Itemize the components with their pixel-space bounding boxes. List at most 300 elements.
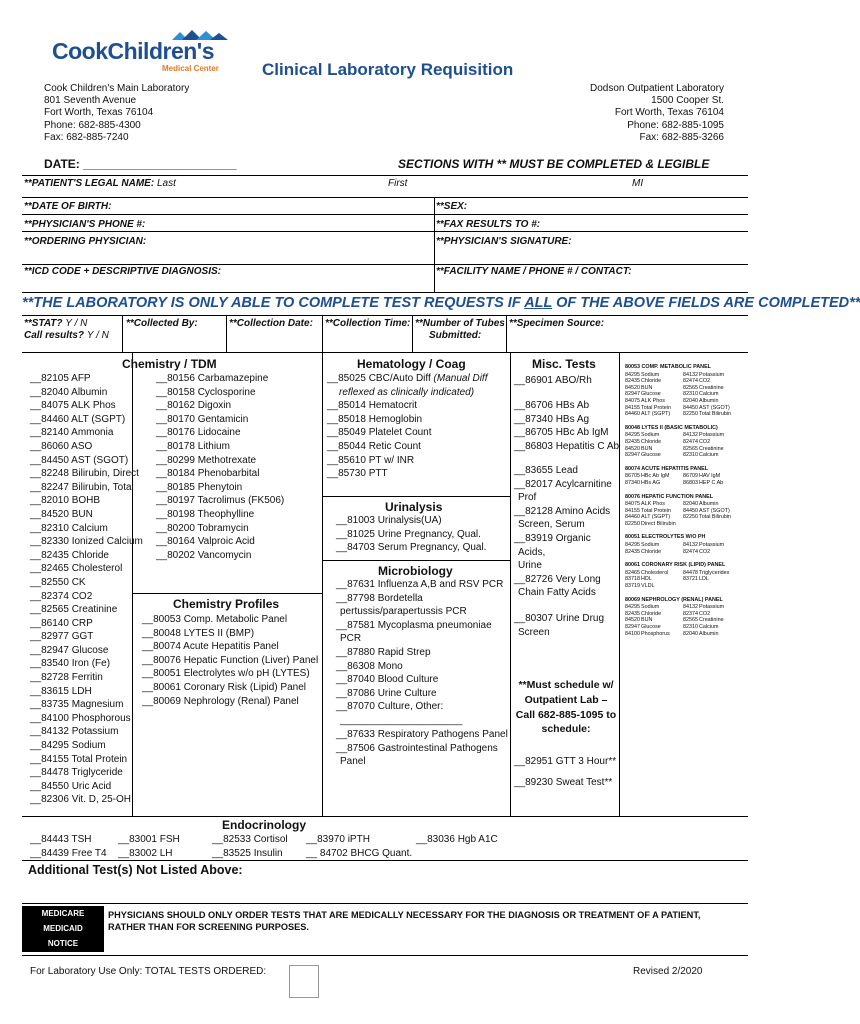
panel-cell: Triglycerides xyxy=(699,569,730,576)
cook-childrens-logo xyxy=(52,30,232,72)
total-tests-box[interactable] xyxy=(289,965,319,998)
panel-cell: 84100 xyxy=(625,630,640,637)
main-lab-line: Fax: 682-885-7240 xyxy=(44,131,129,143)
panel-cell: 84155 xyxy=(625,507,640,514)
divider xyxy=(412,315,413,352)
test-item[interactable]: __86706 HBs Ab xyxy=(514,400,590,411)
panel-cell xyxy=(683,521,699,528)
test-item[interactable]: __83525 Insulin xyxy=(212,848,283,859)
test-item[interactable]: __80197 Tacrolimus (FK506) xyxy=(156,495,285,507)
divider xyxy=(322,496,510,497)
medicare-line: NOTICE xyxy=(47,939,79,948)
first-name-label: First xyxy=(388,178,408,189)
date-field[interactable]: DATE: _______________________ xyxy=(44,157,237,171)
test-item[interactable]: __80069 Nephrology (Renal) Panel xyxy=(142,695,299,707)
panel-cell: 84478 xyxy=(683,569,698,576)
test-item[interactable]: __82565 Creatinine xyxy=(30,604,118,616)
physicians-note: PHYSICIANS SHOULD ONLY ORDER TESTS THAT ARE MEDICALLY NECESSARY FOR THE DIAGNOSIS OR TREATMENT OF A PATIENT, RATHER THAN FOR SCREENING PURPOSES. xyxy=(108,910,701,932)
test-item[interactable]: __87086 Urine Culture xyxy=(336,687,437,699)
collection-date-label[interactable]: **Collection Date: xyxy=(229,318,313,329)
panel-cell: 84460 xyxy=(625,411,640,418)
test-item[interactable]: __80198 Theophylline xyxy=(156,508,255,520)
test-item[interactable]: __85610 PT w/ INR xyxy=(327,454,415,466)
panel-cell: 84132 xyxy=(683,542,698,549)
test-item[interactable]: __83001 FSH xyxy=(118,834,180,845)
dob-label[interactable]: **DATE OF BIRTH: xyxy=(24,201,112,212)
test-item-continued: PCR xyxy=(340,633,362,645)
test-item[interactable]: __80164 Valproic Acid xyxy=(156,536,255,548)
test-item[interactable]: __80299 Methotrexate xyxy=(156,454,257,466)
panel-cell: Creatinine xyxy=(699,445,724,452)
panel-cell: 86705 xyxy=(625,473,640,480)
urinalysis-list xyxy=(336,514,486,555)
chemistry-col1 xyxy=(30,372,143,807)
facility-label[interactable]: **FACILITY NAME / PHONE # / CONTACT: xyxy=(436,266,632,277)
endocrinology-list xyxy=(30,833,730,861)
panel-row xyxy=(625,570,751,577)
hematology-header: Hematology / Coag xyxy=(357,357,466,371)
test-item[interactable]: __80200 Tobramycin xyxy=(156,522,249,534)
test-item[interactable]: __84439 Free T4 xyxy=(30,848,107,859)
test-item[interactable]: __82017 Acylcarnitine xyxy=(514,478,612,490)
panel-cell: 82040 xyxy=(683,501,698,508)
test-item[interactable]: __83540 Iron (Fe) xyxy=(30,658,111,670)
schedule-line: **Must schedule w/ xyxy=(518,679,614,691)
schedule-line: Call 682-885-1095 to xyxy=(515,708,617,721)
panel-cell: BUN xyxy=(641,445,653,452)
test-item[interactable]: __82128 Amino Acids xyxy=(514,505,611,517)
test-item[interactable]: __84155 Total Protein xyxy=(30,753,128,765)
hematology-list xyxy=(327,372,487,481)
panel-block xyxy=(625,364,751,418)
panel-cell: BUN xyxy=(641,617,653,624)
test-item[interactable]: __82140 Ammonia xyxy=(30,427,114,439)
panel-cell xyxy=(683,583,699,590)
panel-cell: 82474 xyxy=(683,378,698,385)
schedule-line: Outpatient Lab – xyxy=(524,693,608,706)
culture-other-blank[interactable]: ______________________ xyxy=(340,715,463,726)
panel-cell: HBc Ab IgM xyxy=(641,473,670,480)
panel-block xyxy=(625,466,751,487)
test-item[interactable]: __81025 Urine Pregnancy, Qual. xyxy=(336,528,481,540)
test-note: reflexed as clinically indicated) xyxy=(339,386,475,398)
panel-cell: 86709 xyxy=(683,473,698,480)
divider xyxy=(510,352,511,816)
specimen-source-label[interactable]: **Specimen Source: xyxy=(509,318,605,329)
panel-cell: Glucose xyxy=(641,391,661,398)
test-item[interactable]: __87880 Rapid Strep xyxy=(336,646,431,658)
tubes-label[interactable]: **Number of Tubes xyxy=(415,318,505,329)
misc-tests-header: Misc. Tests xyxy=(532,357,596,371)
panel-cell: Glucose xyxy=(641,624,661,630)
panel-cell: Sodium xyxy=(641,371,660,378)
test-item-continued: Screen xyxy=(518,626,550,638)
divider xyxy=(22,214,748,215)
panel-cell: 87340 xyxy=(625,479,640,486)
test-item-continued: Acids, xyxy=(518,546,546,558)
panel-row xyxy=(625,624,751,631)
panel-row xyxy=(625,604,751,611)
lab-use-label: For Laboratory Use Only: TOTAL TESTS ORDERED: xyxy=(30,966,267,977)
panel-cell: 82374 xyxy=(683,610,698,617)
panel-cell: HAV IgM xyxy=(699,473,721,480)
panel-row xyxy=(625,378,751,385)
panel-cell: 84295 xyxy=(625,371,640,378)
test-item[interactable]: __80048 LYTES II (BMP) xyxy=(142,627,255,639)
test-item[interactable]: __ 84702 BHCG Quant. xyxy=(306,848,413,859)
test-item[interactable]: __85730 PTT xyxy=(327,468,388,480)
panel-cell: 84520 xyxy=(625,445,640,452)
panel-cell: 82565 xyxy=(683,445,698,452)
test-item[interactable]: __89230 Sweat Test** xyxy=(514,777,613,788)
misc-list-d xyxy=(514,612,604,639)
panel-row xyxy=(625,405,751,412)
panel-cell: 83721 xyxy=(683,576,698,583)
panel-cell: 82947 xyxy=(625,391,640,398)
panel-row xyxy=(625,432,751,439)
divider xyxy=(226,315,227,352)
panel-row xyxy=(625,480,751,487)
test-item[interactable]: __83735 Magnesium xyxy=(30,699,124,711)
panel-cell: ALK Phos xyxy=(641,397,665,404)
misc-list-a xyxy=(514,374,592,388)
physician-signature-label[interactable]: **PHYSICIAN'S SIGNATURE: xyxy=(436,236,572,247)
test-item[interactable]: __82465 Cholesterol xyxy=(30,563,123,575)
panel-cell: Potassium xyxy=(699,371,725,378)
panel-cell: 82250 xyxy=(683,514,698,521)
panel-cell: CO2 xyxy=(699,610,711,617)
mi-label: MI xyxy=(632,178,644,189)
test-item[interactable]: __82947 Glucose xyxy=(30,644,109,656)
test-item[interactable]: __84075 ALK Phos xyxy=(30,400,116,412)
divider xyxy=(22,175,748,176)
panel-cell: 82565 xyxy=(683,617,698,624)
test-item-continued: Urine xyxy=(518,560,542,572)
schedule-line: schedule: xyxy=(541,723,591,736)
test-item[interactable]: __84450 AST (SGOT) xyxy=(30,454,129,466)
main-lab-line: Cook Children's Main Laboratory xyxy=(44,83,190,94)
divider xyxy=(22,903,748,904)
test-item[interactable]: __80156 Carbamazepine xyxy=(156,373,269,384)
panel-cell: 84075 xyxy=(625,397,640,404)
test-item[interactable]: __82310 Calcium xyxy=(30,522,108,534)
panel-cell: ALT (SGPT) xyxy=(641,411,671,418)
panel-cell: Total Bilirubin xyxy=(699,514,732,521)
microbiology-list xyxy=(336,578,503,714)
panel-cell: CO2 xyxy=(699,438,711,445)
sex-label[interactable]: **SEX: xyxy=(436,201,468,212)
test-item[interactable]: __82533 Cortisol xyxy=(212,834,288,845)
main-lab-line: Phone: 682-885-4300 xyxy=(44,119,141,131)
panel-row xyxy=(625,611,751,618)
panel-row xyxy=(625,631,751,638)
test-item[interactable]: __84460 ALT (SGPT) xyxy=(30,413,126,425)
panel-title: 80061 CORONARY RISK (LIPID) PANEL xyxy=(625,562,726,569)
test-item[interactable]: __85025 CBC/Auto Diff (Manual Diff xyxy=(327,373,488,384)
panel-row xyxy=(625,398,751,405)
panel-cell: LDL xyxy=(699,576,709,583)
panel-cell: 84132 xyxy=(683,604,698,611)
test-item[interactable]: __87798 Bordetella xyxy=(336,592,423,604)
submitted-label: Submitted: xyxy=(429,330,482,341)
test-item[interactable]: __85049 Platelet Count xyxy=(327,427,432,439)
panel-cell: Total Protein xyxy=(641,404,671,411)
divider xyxy=(22,955,748,956)
test-item[interactable]: __84520 BUN xyxy=(30,508,93,520)
panel-row xyxy=(625,521,751,528)
test-item[interactable]: __87340 HBs Ag xyxy=(514,413,590,425)
misc-list-c xyxy=(514,464,612,600)
panel-cell: HBs AG xyxy=(641,479,661,486)
panel-cell: VLDL xyxy=(641,583,655,590)
main-lab-line: 801 Seventh Avenue xyxy=(44,95,137,107)
panel-cell: Sodium xyxy=(641,432,660,439)
medicare-line: MEDICAID xyxy=(43,924,83,933)
test-item[interactable]: __80170 Gentamicin xyxy=(156,413,249,425)
test-item-continued: Screen, Serum xyxy=(518,519,585,531)
test-item[interactable]: __80158 Cyclosporine xyxy=(156,386,256,398)
test-item[interactable]: __87506 Gastrointestinal Pathogens xyxy=(336,742,498,754)
ordering-physician-label[interactable]: **ORDERING PHYSICIAN: xyxy=(24,236,147,247)
test-item[interactable]: __84550 Uric Acid xyxy=(30,780,112,792)
test-item[interactable]: __81003 Urinalysis(UA) xyxy=(336,515,442,526)
misc-list-b xyxy=(514,399,619,453)
panel-block xyxy=(625,494,751,528)
test-item[interactable]: __80176 Lidocaine xyxy=(156,427,241,439)
test-item[interactable]: __82951 GTT 3 Hour** xyxy=(514,756,617,767)
test-item[interactable]: __82105 AFP xyxy=(30,373,91,384)
panel-cell: AST (SGOT) xyxy=(699,507,730,514)
divider xyxy=(22,292,748,293)
panel-cell: 82465 xyxy=(625,569,640,576)
panel-cell: Chloride xyxy=(641,548,662,555)
chemistry-col2 xyxy=(156,372,284,562)
test-item[interactable]: __82726 Very Long xyxy=(514,573,601,585)
test-item[interactable]: __83002 LH xyxy=(118,848,173,859)
panel-cell: 84520 xyxy=(625,384,640,391)
collection-time-label[interactable]: **Collection Time: xyxy=(325,318,411,329)
panel-row xyxy=(625,583,751,590)
test-item[interactable]: __84100 Phosphorous xyxy=(30,712,131,724)
panel-cell: AST (SGOT) xyxy=(699,404,730,411)
physician-phone-label[interactable]: **PHYSICIAN'S PHONE #: xyxy=(24,219,146,230)
outpatient-lab-line: Phone: 682-885-1095 xyxy=(627,119,724,131)
medicare-line: MEDICARE xyxy=(41,909,85,918)
test-item[interactable]: __85018 Hemoglobin xyxy=(327,413,423,425)
panel-cell: Potassium xyxy=(699,542,725,549)
panel-row xyxy=(625,452,751,459)
urinalysis-header: Urinalysis xyxy=(385,500,443,514)
test-item[interactable]: __84295 Sodium xyxy=(30,740,106,752)
test-item-continued: Chain Fatty Acids xyxy=(518,587,596,599)
test-item[interactable]: __83655 Lead xyxy=(514,465,578,476)
panel-cell: 84295 xyxy=(625,604,640,611)
divider xyxy=(122,315,123,352)
divider xyxy=(322,352,323,816)
test-item[interactable]: __82247 Bilirubin, Total xyxy=(30,481,134,493)
test-item[interactable]: __80162 Digoxin xyxy=(156,400,232,412)
collected-by-label[interactable]: **Collected By: xyxy=(126,318,198,329)
panel-row xyxy=(625,576,751,583)
panel-cell: 84520 xyxy=(625,617,640,624)
call-results-field[interactable]: Call results? Y / N xyxy=(24,330,109,341)
additional-tests-label[interactable]: Additional Test(s) Not Listed Above: xyxy=(28,863,243,877)
panel-cell: Direct Bilirubin xyxy=(641,520,676,527)
completion-banner: **THE LABORATORY IS ONLY ABLE TO COMPLETE TEST REQUESTS IF ALL OF THE ABOVE FIELDS ARE COMPLETED** xyxy=(22,295,860,311)
test-item[interactable]: __85014 Hematocrit xyxy=(327,400,418,412)
icd-code-label[interactable]: **ICD CODE + DESCRIPTIVE DIAGNOSIS: xyxy=(24,266,221,277)
test-item[interactable]: __82435 Chloride xyxy=(30,549,109,561)
panel-cell: Potassium xyxy=(699,432,725,439)
test-item[interactable]: __87631 Influenza A,B and RSV PCR xyxy=(336,579,504,590)
test-item[interactable]: __82010 BOHB xyxy=(30,495,101,507)
panel-title: 80053 COMP. METABOLIC PANEL xyxy=(625,364,711,370)
divider xyxy=(22,231,748,232)
panel-cell: Creatinine xyxy=(699,384,724,391)
test-item[interactable]: __83919 Organic xyxy=(514,532,591,544)
panel-cell: HEP C Ab xyxy=(699,479,724,486)
panel-block xyxy=(625,534,751,555)
divider xyxy=(322,560,510,561)
panel-cell: Total Protein xyxy=(641,507,671,514)
test-item[interactable]: __80061 Coronary Risk (Lipid) Panel xyxy=(142,681,306,693)
medicare-notice-box xyxy=(22,906,104,952)
test-item[interactable]: __86803 Hepatitis C Ab xyxy=(514,440,620,452)
panel-row xyxy=(625,372,751,379)
test-item[interactable]: __86060 ASO xyxy=(30,440,93,452)
test-item-continued: pertussis/parapertussis PCR xyxy=(340,606,467,618)
test-item[interactable]: __80307 Urine Drug xyxy=(514,613,605,624)
test-item[interactable]: __86140 CRP xyxy=(30,617,93,629)
chemistry-profiles-header: Chemistry Profiles xyxy=(173,597,280,611)
panel-title: 80076 HEPATIC FUNCTION PANEL xyxy=(625,493,714,500)
panel-row xyxy=(625,473,751,480)
panel-row xyxy=(625,501,751,508)
test-item[interactable]: __82550 CK xyxy=(30,576,86,588)
fax-results-label[interactable]: **FAX RESULTS TO #: xyxy=(436,219,541,230)
panel-cell: Chloride xyxy=(641,438,662,445)
test-item[interactable]: __80053 Comp. Metabolic Panel xyxy=(142,614,288,625)
test-item[interactable]: __82374 CO2 xyxy=(30,590,93,602)
stat-field[interactable]: **STAT? Y / N xyxy=(24,318,88,329)
test-item[interactable]: __84132 Potassium xyxy=(30,726,119,738)
misc-list-f xyxy=(514,776,612,790)
microbiology-header: Microbiology xyxy=(378,564,453,578)
test-item[interactable]: __82977 GGT xyxy=(30,631,94,643)
divider xyxy=(322,315,323,352)
test-item[interactable]: __86308 Mono xyxy=(336,660,403,672)
test-item[interactable]: __83615 LDH xyxy=(30,685,92,697)
panel-row xyxy=(625,411,751,418)
panel-cell: 84075 xyxy=(625,501,640,508)
logo-subtitle: Medical Center xyxy=(162,64,219,73)
panel-row xyxy=(625,391,751,398)
panel-row xyxy=(625,617,751,624)
panel-row xyxy=(625,542,751,549)
panel-cell: 82250 xyxy=(625,520,640,527)
panel-cell: Chloride xyxy=(641,378,662,385)
panel-cell: Phosphorus xyxy=(641,630,670,637)
test-item[interactable]: __80076 Hepatic Function (Liver) Panel xyxy=(142,654,319,666)
test-item[interactable]: __84478 Triglyceride xyxy=(30,767,123,779)
divider xyxy=(619,352,620,816)
test-item[interactable]: __82330 Ionized Calcium xyxy=(30,536,143,548)
test-item[interactable]: __84443 TSH xyxy=(30,834,92,845)
microbiology-list-2 xyxy=(336,728,508,769)
panel-block xyxy=(625,425,751,459)
divider xyxy=(132,593,322,594)
outpatient-lab-address xyxy=(590,83,724,144)
test-item[interactable]: __80074 Acute Hepatitis Panel xyxy=(142,641,279,653)
panel-cell: Calcium xyxy=(699,624,719,630)
test-item[interactable]: __80184 Phenobarbital xyxy=(156,468,260,480)
panel-block xyxy=(625,597,751,638)
test-item[interactable]: __87581 Mycoplasma pneumoniae xyxy=(336,619,492,631)
panel-row xyxy=(625,446,751,453)
panel-cell: 82040 xyxy=(683,397,698,404)
test-item[interactable]: __87070 Culture, Other: xyxy=(336,701,444,713)
test-item[interactable]: __83036 Hgb A1C xyxy=(416,834,498,845)
panel-cell: 82435 xyxy=(625,610,640,617)
panel-cell: CO2 xyxy=(699,378,711,385)
outpatient-lab-line: Fax: 682-885-3266 xyxy=(639,131,724,143)
test-item[interactable]: __80185 Phenytoin xyxy=(156,481,243,493)
panel-block xyxy=(625,562,751,589)
test-item[interactable]: __82040 Albumin xyxy=(30,386,108,398)
panel-title: 80048 LYTES II (BASIC METABOLIC) xyxy=(625,424,718,431)
panel-cell: 83718 xyxy=(625,576,640,583)
panel-cell: Total Bilirubin xyxy=(699,411,732,418)
panel-cell: 82310 xyxy=(683,452,698,459)
panel-cell: Sodium xyxy=(641,604,660,611)
panel-reference xyxy=(625,364,751,644)
panel-cell: 84460 xyxy=(625,514,640,521)
test-item[interactable]: __80178 Lithium xyxy=(156,440,230,452)
outpatient-lab-line: Dodson Outpatient Laboratory xyxy=(590,83,724,94)
test-item-continued: Prof xyxy=(518,492,537,504)
outpatient-lab-line: 1500 Cooper St. xyxy=(651,95,724,107)
panel-cell: 82310 xyxy=(683,624,698,630)
test-item[interactable]: __87633 Respiratory Pathogens Panel xyxy=(336,729,508,740)
test-item[interactable]: __86901 ABO/Rh xyxy=(514,375,592,386)
panel-row xyxy=(625,549,751,556)
panel-cell: Glucose xyxy=(641,452,661,459)
test-item[interactable]: __80202 Vancomycin xyxy=(156,549,252,561)
divider xyxy=(434,197,435,292)
test-item[interactable]: __86705 HBc Ab IgM xyxy=(514,427,609,439)
test-item[interactable]: __82728 Ferritin xyxy=(30,672,103,684)
panel-cell: 82310 xyxy=(683,391,698,398)
panel-title: 80051 ELECTROLYTES W/O PH xyxy=(625,534,706,541)
panel-row xyxy=(625,508,751,515)
test-item[interactable]: __80051 Electrolytes w/o pH (LYTES) xyxy=(142,668,310,680)
patient-name-label[interactable]: **PATIENT'S LEGAL NAME: Last xyxy=(24,178,176,189)
panel-row xyxy=(625,439,751,446)
panel-cell: Cholesterol xyxy=(641,569,669,576)
test-item[interactable]: __87040 Blood Culture xyxy=(336,674,439,686)
panel-cell: CO2 xyxy=(699,548,711,555)
divider xyxy=(22,352,748,353)
test-item[interactable]: __82248 Bilirubin, Direct xyxy=(30,468,139,480)
panel-row xyxy=(625,385,751,392)
panel-cell: 84132 xyxy=(683,432,698,439)
panel-cell: Albumin xyxy=(699,501,719,508)
panel-cell: 82435 xyxy=(625,548,640,555)
test-item[interactable]: __83970 iPTH xyxy=(306,834,370,845)
test-item[interactable]: __84703 Serum Pregnancy, Qual. xyxy=(336,542,487,554)
test-item[interactable]: __85044 Retic Count xyxy=(327,440,421,452)
test-item[interactable]: __82306 Vit. D, 25-OH xyxy=(30,794,131,806)
